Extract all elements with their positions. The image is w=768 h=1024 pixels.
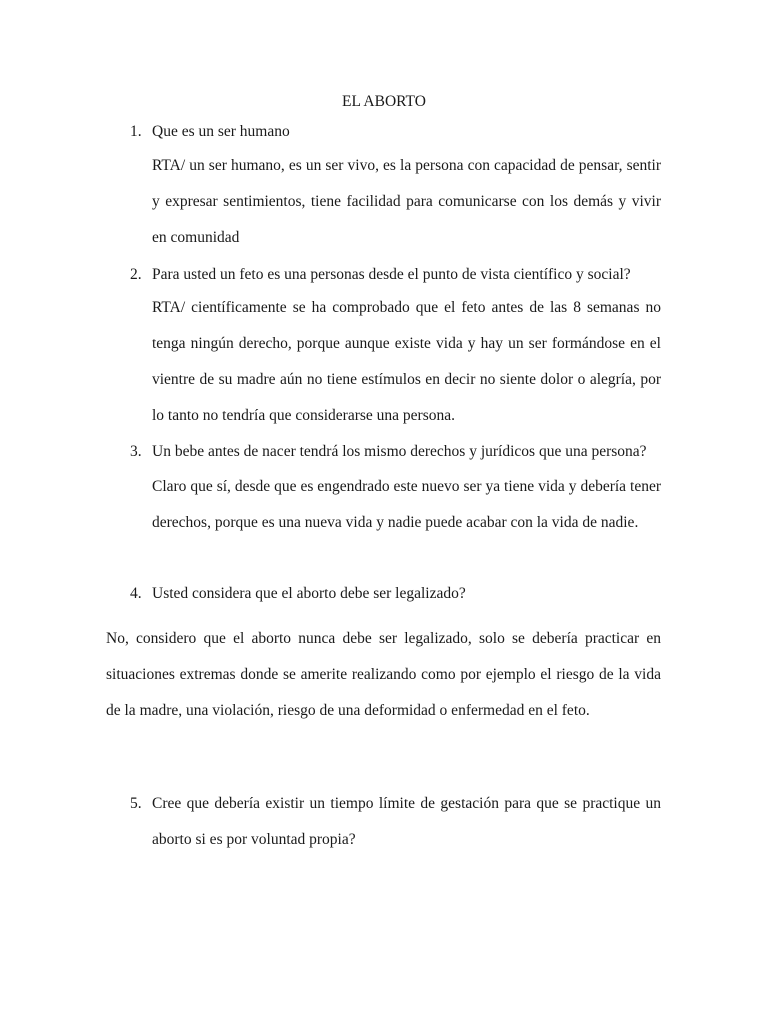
- question-number: 4.: [130, 585, 142, 602]
- question-text: Para usted un feto es una personas desde el punto de vista científico y social?: [152, 266, 631, 283]
- question-text: Cree que debería existir un tiempo límite de gestación para que se practique un aborto si es por voluntad propia?: [152, 795, 661, 848]
- question-5: [130, 786, 661, 858]
- question-text: Un bebe antes de nacer tendrá los mismo derechos y jurídicos que una persona?: [152, 443, 647, 460]
- question-number: 2.: [130, 266, 142, 283]
- question-text: Que es un ser humano: [152, 123, 290, 140]
- answer-3: Claro que sí, desde que es engendrado este nuevo ser ya tiene vida y debería tener derechos, porque es una nueva vida y nadie puede acabar con la vida de nadie.: [152, 478, 661, 531]
- document-title: EL ABORTO: [342, 93, 426, 110]
- question-number: 3.: [130, 443, 142, 460]
- question-number: 1.: [130, 123, 142, 140]
- question-text: Usted considera que el aborto debe ser legalizado?: [152, 585, 466, 602]
- question-number: 5.: [130, 795, 142, 812]
- answer-2: RTA/ científicamente se ha comprobado que el feto antes de las 8 semanas no tenga ningún derecho, porque aunque existe vida y hay un ser formándose en el vientre de su madre aún no tiene estímulos en decir no siente dolor o alegría, por lo tanto no tendría que considerarse una persona.: [152, 299, 661, 424]
- answer-1: RTA/ un ser humano, es un ser vivo, es la persona con capacidad de pensar, sentir y expresar sentimientos, tiene facilidad para comunicarse con los demás y vivir en comunidad: [152, 157, 661, 246]
- answer-4: No, considero que el aborto nunca debe ser legalizado, solo se debería practicar en situaciones extremas donde se amerite realizando como por ejemplo el riesgo de la vida de la madre, una violación, riesgo de una deformidad o enfermedad en el feto.: [106, 630, 661, 719]
